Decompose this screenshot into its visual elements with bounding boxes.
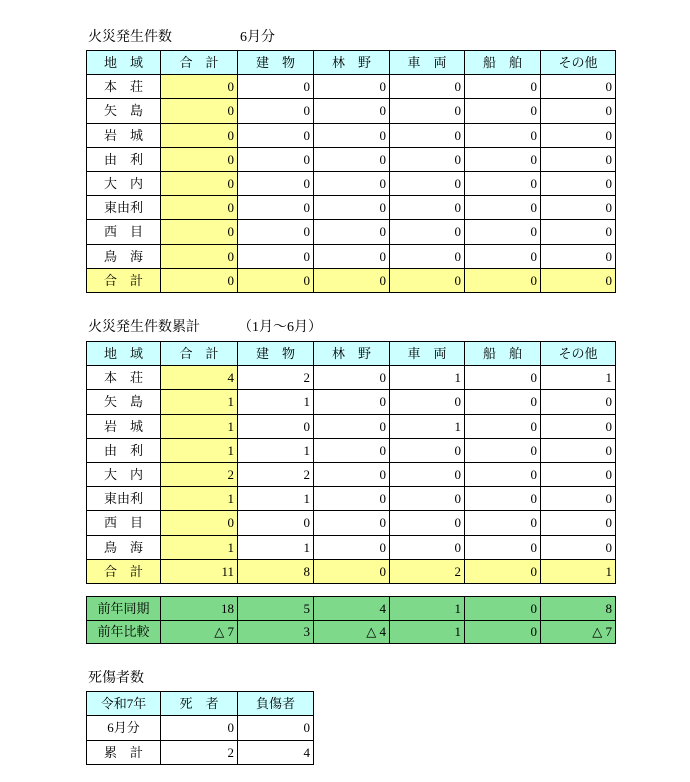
building-count-cell: 0 [238,99,314,123]
other-count-cell: 0 [541,438,616,462]
vehicle-count-cell: 0 [390,268,465,292]
forest-count-cell: 0 [314,75,390,99]
ship-count-cell: 0 [465,597,541,621]
monthly-fires-period: 6月分 [240,30,275,45]
building-count-cell: 0 [238,123,314,147]
injuries-count-cell: 4 [238,740,314,764]
column-header: 令和7年 [87,692,161,716]
header-row [87,51,616,75]
forest-count-cell: 0 [314,123,390,147]
row-label: 前年同期 [87,597,161,621]
monthly-fire-table [86,50,616,293]
column-header: 林 野 [314,342,390,366]
building-count-cell: 0 [238,414,314,438]
total-count-cell: 2 [161,462,238,486]
vehicle-count-cell: 0 [390,244,465,268]
other-count-cell: 0 [541,462,616,486]
year-comparison-table [86,596,616,644]
building-count-cell: 1 [238,390,314,414]
row-label: 由 利 [87,147,161,171]
column-header: 建 物 [238,342,314,366]
column-header: 車 両 [390,51,465,75]
monthly-fires-title: 火災発生件数 [88,30,172,45]
other-count-cell: 0 [541,390,616,414]
building-count-cell: 1 [238,438,314,462]
forest-count-cell: 0 [314,487,390,511]
table-row [87,597,616,621]
other-count-cell: 0 [541,147,616,171]
row-label: 6月分 [87,716,161,740]
table-row [87,196,616,220]
table-row [87,511,616,535]
column-header: 車 両 [390,342,465,366]
row-label: 本 荘 [87,75,161,99]
building-count-cell: 8 [238,559,314,583]
ship-count-cell: 0 [465,535,541,559]
total-count-cell: △ 7 [161,620,238,644]
row-label: 前年比較 [87,620,161,644]
total-count-cell: 0 [161,268,238,292]
ship-count-cell: 0 [465,147,541,171]
building-count-cell: 1 [238,487,314,511]
column-header: 地 域 [87,342,161,366]
column-header: 負傷者 [238,692,314,716]
other-count-cell: 0 [541,123,616,147]
forest-count-cell: 0 [314,535,390,559]
vehicle-count-cell: 0 [390,462,465,486]
column-header: その他 [541,51,616,75]
vehicle-count-cell: 0 [390,487,465,511]
column-header: その他 [541,342,616,366]
total-count-cell: 0 [161,123,238,147]
table-row [87,75,616,99]
deaths-count-cell: 0 [161,716,238,740]
row-label: 本 荘 [87,366,161,390]
total-count-cell: 0 [161,244,238,268]
building-count-cell: 0 [238,171,314,195]
column-header: 船 舶 [465,51,541,75]
table-row [87,740,314,764]
building-count-cell: 0 [238,147,314,171]
total-count-cell: 4 [161,366,238,390]
total-count-cell: 0 [161,220,238,244]
total-count-cell: 0 [161,511,238,535]
column-header: 死 者 [161,692,238,716]
casualties-title: 死傷者数 [88,671,144,686]
table-row [87,123,616,147]
vehicle-count-cell: 0 [390,147,465,171]
vehicle-count-cell: 1 [390,620,465,644]
row-label: 矢 島 [87,390,161,414]
other-count-cell: 0 [541,75,616,99]
forest-count-cell: 0 [314,244,390,268]
vehicle-count-cell: 0 [390,99,465,123]
row-label: 大 内 [87,462,161,486]
table-row [87,535,616,559]
total-count-cell: 0 [161,171,238,195]
building-count-cell: 0 [238,511,314,535]
casualties-table [86,691,314,765]
row-label: 合 計 [87,559,161,583]
row-label: 合 計 [87,268,161,292]
forest-count-cell: 0 [314,390,390,414]
total-count-cell: 1 [161,438,238,462]
ship-count-cell: 0 [465,462,541,486]
row-label: 大 内 [87,171,161,195]
other-count-cell: 1 [541,366,616,390]
row-label: 西 目 [87,220,161,244]
table-row [87,220,616,244]
vehicle-count-cell: 0 [390,220,465,244]
building-count-cell: 1 [238,535,314,559]
vehicle-count-cell: 1 [390,366,465,390]
column-header: 地 域 [87,51,161,75]
row-label: 岩 城 [87,414,161,438]
forest-count-cell: 4 [314,597,390,621]
other-count-cell: 8 [541,597,616,621]
other-count-cell: 0 [541,171,616,195]
building-count-cell: 0 [238,244,314,268]
building-count-cell: 0 [238,196,314,220]
building-count-cell: 2 [238,462,314,486]
ship-count-cell: 0 [465,123,541,147]
ship-count-cell: 0 [465,244,541,268]
deaths-count-cell: 2 [161,740,238,764]
vehicle-count-cell: 1 [390,597,465,621]
forest-count-cell: 0 [314,147,390,171]
total-count-cell: 18 [161,597,238,621]
vehicle-count-cell: 0 [390,438,465,462]
other-count-cell: 0 [541,535,616,559]
forest-count-cell: 0 [314,268,390,292]
total-count-cell: 0 [161,196,238,220]
vehicle-count-cell: 0 [390,75,465,99]
total-count-cell: 0 [161,99,238,123]
forest-count-cell: 0 [314,366,390,390]
table-row [87,171,616,195]
table-row [87,620,616,644]
total-count-cell: 0 [161,75,238,99]
forest-count-cell: 0 [314,511,390,535]
table-row [87,414,616,438]
forest-count-cell: 0 [314,462,390,486]
other-count-cell: 0 [541,244,616,268]
row-label: 岩 城 [87,123,161,147]
ship-count-cell: 0 [465,220,541,244]
row-label: 東由利 [87,487,161,511]
ship-count-cell: 0 [465,196,541,220]
table-row [87,244,616,268]
vehicle-count-cell: 0 [390,171,465,195]
row-label: 鳥 海 [87,244,161,268]
total-count-cell: 1 [161,487,238,511]
row-label: 東由利 [87,196,161,220]
row-label: 鳥 海 [87,535,161,559]
other-count-cell: 0 [541,511,616,535]
cumulative-fire-table [86,341,616,584]
cumulative-fires-period: （1月～6月） [238,320,322,335]
ship-count-cell: 0 [465,414,541,438]
row-label: 由 利 [87,438,161,462]
column-header: 合 計 [161,51,238,75]
table-row [87,366,616,390]
building-count-cell: 0 [238,220,314,244]
building-count-cell: 3 [238,620,314,644]
ship-count-cell: 0 [465,511,541,535]
other-count-cell: 0 [541,414,616,438]
ship-count-cell: 0 [465,268,541,292]
forest-count-cell: 0 [314,220,390,244]
other-count-cell: 0 [541,268,616,292]
table-row [87,438,616,462]
forest-count-cell: 0 [314,99,390,123]
ship-count-cell: 0 [465,620,541,644]
other-count-cell: 0 [541,196,616,220]
total-row [87,268,616,292]
total-count-cell: 1 [161,390,238,414]
other-count-cell: 0 [541,487,616,511]
total-count-cell: 1 [161,414,238,438]
other-count-cell: 1 [541,559,616,583]
building-count-cell: 0 [238,75,314,99]
ship-count-cell: 0 [465,75,541,99]
vehicle-count-cell: 0 [390,390,465,414]
other-count-cell: △ 7 [541,620,616,644]
row-label: 西 目 [87,511,161,535]
cumulative-fires-title: 火災発生件数累計 [88,320,200,335]
forest-count-cell: 0 [314,171,390,195]
table-row [87,390,616,414]
vehicle-count-cell: 1 [390,414,465,438]
forest-count-cell: 0 [314,196,390,220]
building-count-cell: 0 [238,268,314,292]
forest-count-cell: △ 4 [314,620,390,644]
total-count-cell: 0 [161,147,238,171]
vehicle-count-cell: 2 [390,559,465,583]
header-row [87,342,616,366]
building-count-cell: 2 [238,366,314,390]
header-row [87,692,314,716]
table-row [87,147,616,171]
ship-count-cell: 0 [465,438,541,462]
total-row [87,559,616,583]
column-header: 林 野 [314,51,390,75]
ship-count-cell: 0 [465,559,541,583]
table-row [87,99,616,123]
vehicle-count-cell: 0 [390,535,465,559]
other-count-cell: 0 [541,220,616,244]
table-row [87,716,314,740]
other-count-cell: 0 [541,99,616,123]
column-header: 合 計 [161,342,238,366]
ship-count-cell: 0 [465,171,541,195]
building-count-cell: 5 [238,597,314,621]
ship-count-cell: 0 [465,99,541,123]
ship-count-cell: 0 [465,366,541,390]
table-row [87,462,616,486]
vehicle-count-cell: 0 [390,196,465,220]
vehicle-count-cell: 0 [390,123,465,147]
row-label: 矢 島 [87,99,161,123]
ship-count-cell: 0 [465,487,541,511]
forest-count-cell: 0 [314,414,390,438]
column-header: 建 物 [238,51,314,75]
injuries-count-cell: 0 [238,716,314,740]
total-count-cell: 11 [161,559,238,583]
vehicle-count-cell: 0 [390,511,465,535]
row-label: 累 計 [87,740,161,764]
table-row [87,487,616,511]
forest-count-cell: 0 [314,438,390,462]
column-header: 船 舶 [465,342,541,366]
ship-count-cell: 0 [465,390,541,414]
forest-count-cell: 0 [314,559,390,583]
total-count-cell: 1 [161,535,238,559]
